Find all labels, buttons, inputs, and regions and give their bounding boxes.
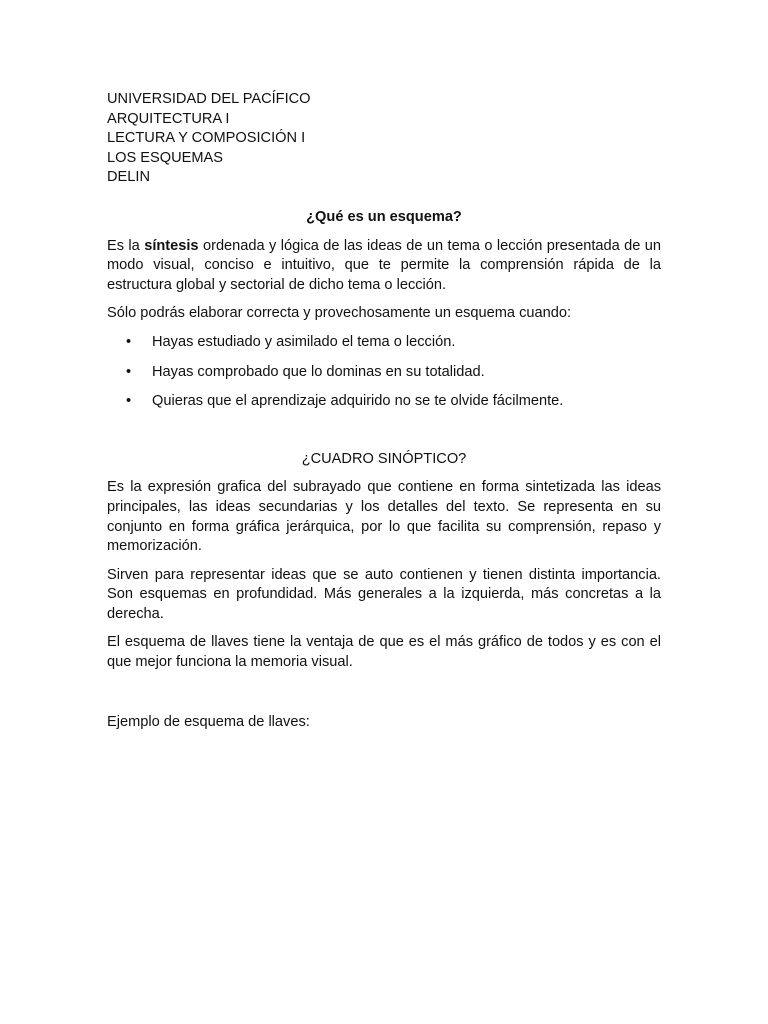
vertical-spacer <box>107 682 661 713</box>
bold-term-sintesis: síntesis <box>144 237 199 254</box>
section-heading-que-es-esquema: ¿Qué es un esquema? <box>306 208 462 225</box>
header-topic: LOS ESQUEMAS <box>107 149 223 166</box>
paragraph-definition-rest: ordenada y lógica de las ideas de un tema o lección presentada de un modo visual, conciso e intuitivo, que te permite la comprensión rápida de la estructura global y sectorial de dicho tema o lección. <box>107 237 662 293</box>
paragraph-cuadro-definition: Es la expresión grafica del subrayado que contiene en forma sintetizada las ideas principales, las ideas secundarias y los detalles del texto. Se representa en su conjunto en forma gráfica jerárquica, por lo que facilita su comprensión, repaso y memorización. <box>107 479 661 555</box>
list-item-text: Hayas estudiado y asimilado el tema o lección. <box>152 333 456 350</box>
paragraph-conditions-intro: Sólo podrás elaborar correcta y provechosamente un esquema cuando: <box>107 305 572 322</box>
document-body <box>107 90 661 741</box>
list-item <box>107 392 661 412</box>
section-heading-cuadro-sinoptico: ¿CUADRO SINÓPTICO? <box>301 450 467 467</box>
header-university: UNIVERSIDAD DEL PACÍFICO <box>107 91 311 107</box>
paragraph-definition-start: Es la <box>107 237 145 254</box>
paragraph-definition <box>107 237 661 296</box>
vertical-spacer <box>107 422 661 450</box>
example-label: Ejemplo de esquema de llaves: <box>107 713 310 730</box>
bullet-icon: • <box>126 393 132 410</box>
paragraph-cuadro-usage: Sirven para representar ideas que se auto contienen y tienen distinta importancia. Son esquemas en profundidad. Más generales a la izquierda, más concretas a la derecha. <box>107 566 661 622</box>
header-author: DELIN <box>107 169 150 186</box>
conditions-list <box>107 333 661 412</box>
list-item <box>107 363 661 383</box>
bullet-icon: • <box>126 333 132 350</box>
paragraph-llaves-advantage: El esquema de llaves tiene la ventaja de que es el más gráfico de todos y es con el que mejor funciona la memoria visual. <box>107 634 661 671</box>
header-program: ARQUITECTURA I <box>107 110 230 127</box>
header-course: LECTURA Y COMPOSICIÓN I <box>107 130 306 147</box>
list-item-text: Hayas comprobado que lo dominas en su totalidad. <box>152 363 485 380</box>
document-header <box>107 90 661 188</box>
list-item-text: Quieras que el aprendizaje adquirido no se te olvide fácilmente. <box>152 393 564 410</box>
bullet-icon: • <box>126 363 132 380</box>
list-item <box>107 333 661 353</box>
